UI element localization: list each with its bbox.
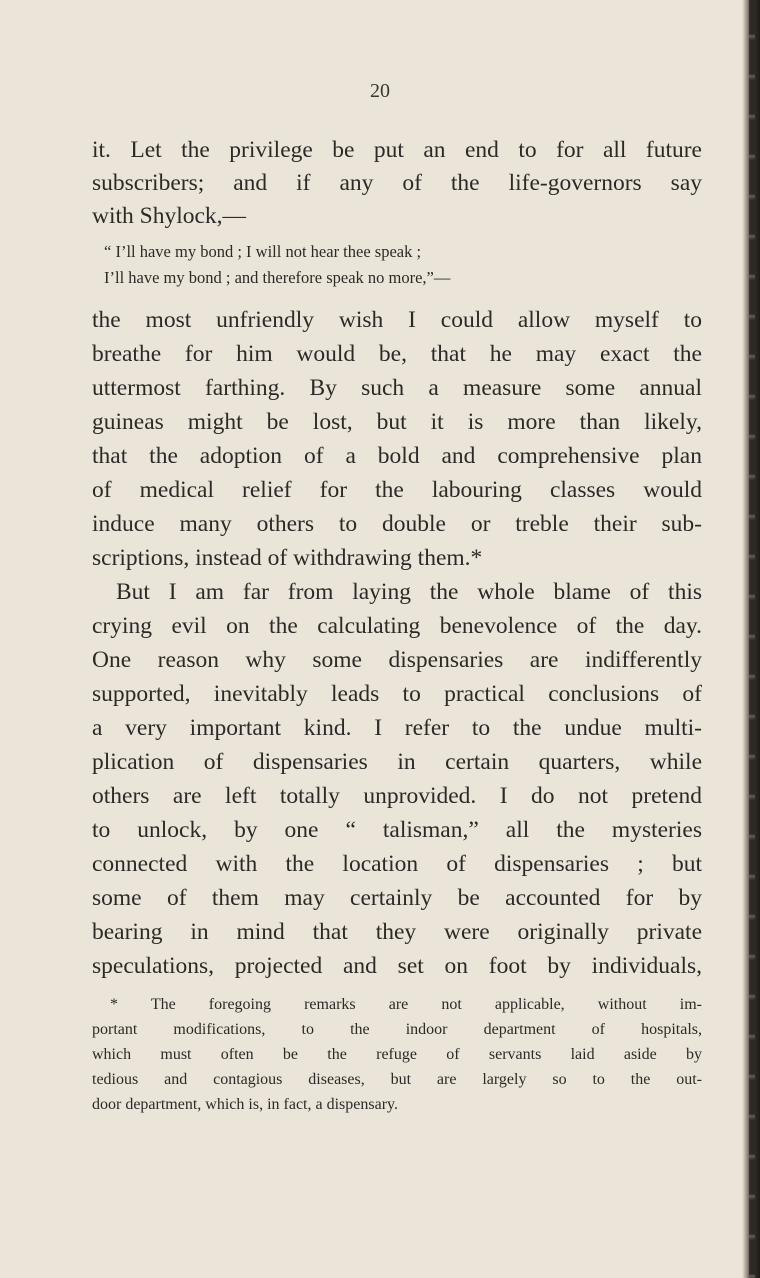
paragraph-2-line-7: induce many others to double or treble their sub- <box>92 511 702 537</box>
paragraph-1-line-3: with Shylock,— <box>92 203 247 229</box>
paragraph-2-line-2: breathe for him would be, that he may exact the <box>92 341 702 367</box>
paragraph-2-line-6: of medical relief for the labouring classes would <box>92 477 702 503</box>
footnote-line-2: portant modifications, to the indoor department of hospitals, <box>92 1021 702 1038</box>
paragraph-3-line-4: supported, inevitably leads to practical conclusions of <box>92 681 702 707</box>
paragraph-3-line-7: others are left totally unprovided. I do not pretend <box>92 783 702 809</box>
paragraph-2-line-8: scriptions, instead of withdrawing them.* <box>92 545 483 571</box>
paragraph-2-line-1: the most unfriendly wish I could allow myself to <box>92 307 702 333</box>
paragraph-1-line-2: subscribers; and if any of the life-governors say <box>92 170 702 196</box>
footnote-line-5: door department, which is, in fact, a dispensary. <box>92 1096 398 1113</box>
footnote-line-4: tedious and contagious diseases, but are largely so to the out- <box>92 1071 702 1088</box>
page-number: 20 <box>370 80 390 102</box>
binding-stitch-strip <box>749 0 755 1278</box>
paragraph-3-line-12: speculations, projected and set on foot by individuals, <box>92 953 702 979</box>
paragraph-3-line-5: a very important kind. I refer to the undue multi- <box>92 715 702 741</box>
paragraph-3-line-3: One reason why some dispensaries are indifferently <box>92 647 702 673</box>
footnote-line-1: * The foregoing remarks are not applicable, without im- <box>110 996 702 1013</box>
quote-line-2: I’ll have my bond ; and therefore speak no more,”— <box>104 268 451 287</box>
paragraph-2-line-3: uttermost farthing. By such a measure some annual <box>92 375 702 401</box>
paragraph-2-line-4: guineas might be lost, but it is more than likely, <box>92 409 702 435</box>
paragraph-3-line-6: plication of dispensaries in certain quarters, while <box>92 749 702 775</box>
quote-line-1: “ I’ll have my bond ; I will not hear thee speak ; <box>104 242 422 261</box>
paragraph-3-line-11: bearing in mind that they were originally private <box>92 919 702 945</box>
footnote-line-3: which must often be the refuge of servants laid aside by <box>92 1046 702 1063</box>
paragraph-3-line-1: But I am far from laying the whole blame of this <box>116 579 702 605</box>
paragraph-1-line-1: it. Let the privilege be put an end to for all future <box>92 137 702 163</box>
paragraph-3-line-2: crying evil on the calculating benevolence of the day. <box>92 613 702 639</box>
paragraph-3-line-9: connected with the location of dispensaries ; but <box>92 851 702 877</box>
paragraph-2-line-5: that the adoption of a bold and comprehensive plan <box>92 443 702 469</box>
paragraph-3-line-10: some of them may certainly be accounted for by <box>92 885 702 911</box>
paragraph-3-line-8: to unlock, by one “ talisman,” all the mysteries <box>92 817 702 843</box>
